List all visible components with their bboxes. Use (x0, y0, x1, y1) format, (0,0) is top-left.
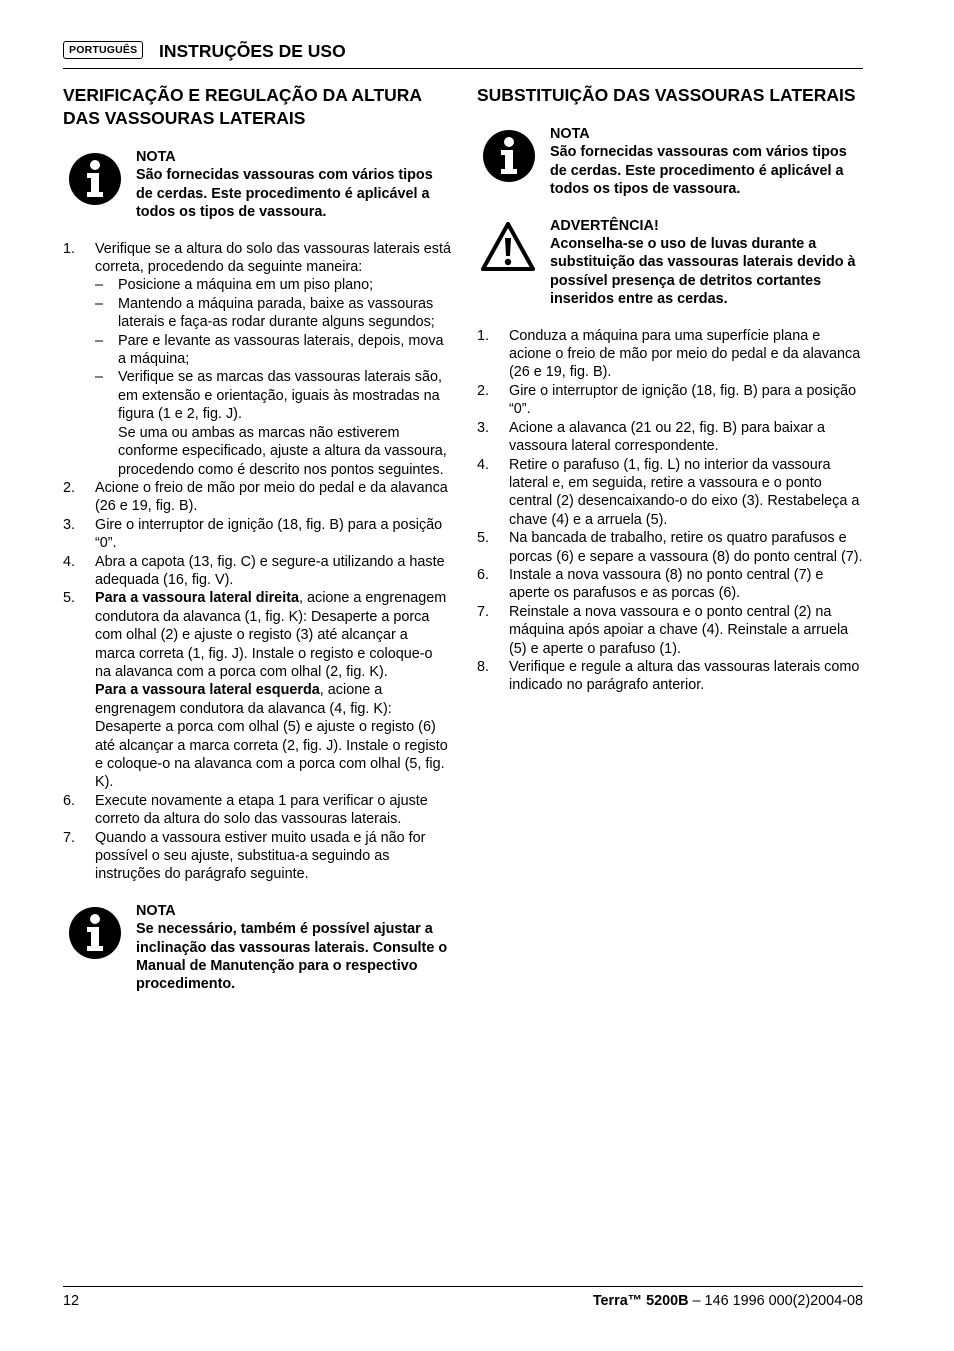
header-title: INSTRUÇÕES DE USO (159, 41, 346, 61)
step-number: 1. (63, 240, 76, 257)
step-number: 3. (477, 419, 490, 436)
list-item (63, 516, 451, 553)
sub-list-item: – Pare e levante as vassouras laterais, depois, mova a máquina; (95, 332, 444, 368)
note-title: NOTA (136, 149, 176, 165)
right-column (477, 84, 865, 695)
step-number: 3. (63, 516, 76, 533)
sub-list-extra: Se uma ou ambas as marcas não estiverem conforme especificado, ajuste a altura da vassoura, procedendo como é descrito nos pontos seguintes. (118, 424, 447, 478)
step-number: 4. (477, 456, 490, 473)
step-text: Quando a vassoura estiver muito usada e já não for possível o seu ajuste, substitua-a seguindo as instruções do parágrafo seguinte. (95, 829, 426, 883)
sub-list-item: – Mantendo a máquina parada, baixe as vassouras laterais e faça-as rodar durante alguns segundos; (95, 295, 435, 331)
step-text: Instale a nova vassoura (8) no ponto central (7) e aperte os parafusos e as porcas (6). (509, 566, 824, 602)
step-text: Gire o interruptor de ignição (18, fig. B) para a posição “0”. (95, 516, 443, 552)
step-number: 5. (63, 590, 76, 607)
sub-list-item: – Posicione a máquina em um piso plano; (95, 277, 374, 294)
step-number: 5. (477, 530, 490, 547)
step-text: Gire o interruptor de ignição (18, fig. B) para a posição “0”. (509, 382, 857, 418)
page-header (63, 38, 863, 69)
procedure-list (63, 240, 451, 884)
info-icon (482, 129, 536, 183)
document-reference (593, 1292, 863, 1310)
warning-box (477, 217, 865, 309)
sub-list-item: – Verifique se as marcas das vassouras laterais são, em extensão e orientação, iguais às mostradas na figura (1 e 2, fig. J). Se uma ou ambas as marcas não estiverem conforme especificado, ajuste a altura da vassoura, procedendo como é descrito nos pontos seguintes. (95, 368, 451, 478)
note-text: Se necessário, também é possível ajustar a inclinação das vassouras laterais. Consulte o Manual de Manutenção para o respectivo procedimento. (136, 921, 448, 993)
left-column (63, 84, 451, 1012)
step-number: 4. (63, 553, 76, 570)
step-number: 7. (63, 829, 76, 846)
note-box (63, 902, 451, 994)
step-text: Acione o freio de mão por meio do pedal e da alavanca (26 e 19, fig. B). (95, 479, 448, 515)
section-heading-replacement: SUBSTITUIÇÃO DAS VASSOURAS LATERAIS (477, 85, 856, 105)
warning-triangle-icon (480, 221, 536, 273)
note-box (63, 148, 451, 222)
list-item (63, 479, 451, 516)
step-text: Verifique e regule a altura das vassouras laterais como indicado no parágrafo anterior. (509, 658, 860, 694)
step-text: Execute novamente a etapa 1 para verificar o ajuste correto da altura do solo das vassouras laterais. (95, 792, 428, 828)
list-item (63, 589, 451, 791)
step-bold-lead: Para a vassoura lateral direita (95, 590, 299, 607)
list-item (477, 327, 865, 382)
note-text: São fornecidas vassouras com vários tipos de cerdas. Este procedimento é aplicável a todos os tipos de vassoura. (550, 144, 847, 198)
list-item (477, 456, 865, 530)
note-box (477, 125, 865, 199)
step-bold-lead: Para a vassoura lateral esquerda (95, 682, 320, 699)
step-number: 7. (477, 603, 490, 620)
info-icon (68, 152, 122, 206)
list-item (477, 419, 865, 456)
list-item (477, 529, 865, 566)
list-item (63, 792, 451, 829)
step-text: Acione a alavanca (21 ou 22, fig. B) para baixar a vassoura lateral correspondente. (509, 419, 825, 455)
info-icon (68, 906, 122, 960)
list-item (477, 566, 865, 603)
note-text: São fornecidas vassouras com vários tipos de cerdas. Este procedimento é aplicável a todos os tipos de vassoura. (136, 167, 433, 221)
step-number: 1. (477, 327, 490, 344)
step-text: Retire o parafuso (1, fig. L) no interior da vassoura lateral e, em seguida, retire a vassoura e o ponto central (2) desencaixando-o do eixo (3). Restabeleça a chave (4) e a arruela (5). (509, 456, 860, 528)
step-text: Na bancada de trabalho, retire os quatro parafusos e porcas (6) e separe a vassoura (8) do ponto central (7). (509, 530, 863, 565)
step-number: 8. (477, 658, 490, 675)
page-footer (63, 1286, 863, 1314)
list-item (477, 603, 865, 658)
step-paragraph (95, 681, 451, 791)
step-text: Conduza a máquina para uma superfície plana e acione o freio de mão por meio do pedal e da alavanca (26 e 19, fig. B). (509, 327, 861, 381)
procedure-list (477, 327, 865, 695)
list-item (477, 658, 865, 695)
step-number: 2. (477, 382, 490, 399)
product-name: Terra™ 5200B (592, 1293, 689, 1309)
note-title: NOTA (136, 902, 176, 919)
section-heading-height-adjustment: VERIFICAÇÃO E REGULAÇÃO DA ALTURA DAS VASSOURAS LATERAIS (63, 85, 422, 128)
step-text: Reinstale a nova vassoura e o ponto central (2) na máquina após apoiar a chave (4). Reinstale a arruela (5) e aperte o parafuso (1). (509, 603, 849, 657)
warning-title: ADVERTÊNCIA! (550, 217, 659, 234)
warning-text: Aconselha-se o uso de luvas durante a substituição das vassouras laterais devido à possível presença de detritos cortantes inseridos entre as cerdas. (550, 236, 856, 308)
step-text: Verifique se a altura do solo das vassouras laterais está correta, procedendo da seguinte maneira: (95, 240, 451, 276)
list-item (477, 382, 865, 419)
step-number: 6. (477, 566, 490, 583)
step-text: , acione a engrenagem condutora da alavanca (4, fig. K): Desaperte a porca com olhal (5) e ajuste o registo (6) até alcançar a marca correta (2, fig. J). Instale o registo e coloque-o na alavanca com a porca com olhal (5, fig. K). (95, 682, 448, 791)
note-title: NOTA (550, 126, 590, 142)
step-text: , acione a engrenagem condutora da alavanca (1, fig. K): Desaperte a porca com olhal (2) e ajuste o registo (3) até alcançar a marca correta (1, fig. J). Instale o registo e coloque-o na alavanca com a porca com olhal (2, fig. K). (95, 590, 447, 680)
step-number: 2. (63, 479, 76, 496)
sub-list (95, 276, 451, 478)
list-item (63, 240, 451, 479)
language-badge: PORTUGUÊS (63, 41, 143, 59)
step-number: 6. (63, 792, 76, 809)
list-item (63, 829, 451, 884)
page-number: 12 (63, 1293, 80, 1309)
step-text: Abra a capota (13, fig. C) e segure-a utilizando a haste adequada (16, fig. V). (95, 553, 445, 588)
list-item (63, 553, 451, 590)
document-code: – 146 1996 000(2)2004-08 (688, 1293, 863, 1309)
